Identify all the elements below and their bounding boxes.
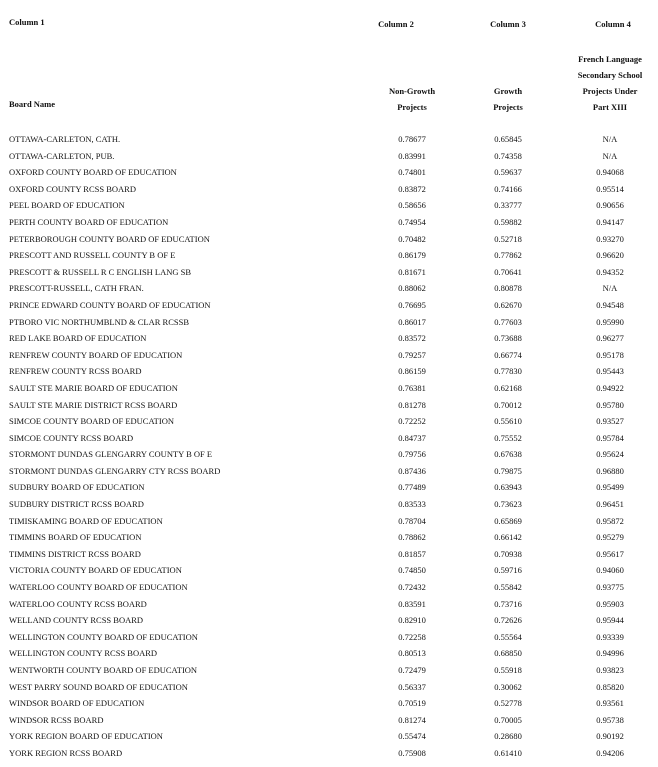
board-name-cell: PRESCOTT & RUSSELL R C ENGLISH LANG SB <box>9 266 192 277</box>
table-row <box>0 496 658 513</box>
growth-value-cell: 0.79875 <box>494 465 522 476</box>
table-row <box>0 264 658 281</box>
board-name-cell: PRESCOTT AND RUSSELL COUNTY B OF E <box>9 250 176 261</box>
board-name-cell: RENFREW COUNTY BOARD OF EDUCATION <box>9 349 183 360</box>
board-name-cell: SUDBURY DISTRICT RCSS BOARD <box>9 499 144 510</box>
non-growth-value-cell: 0.55474 <box>398 731 426 742</box>
board-name-cell: WELLINGTON COUNTY RCSS BOARD <box>9 648 158 659</box>
growth-value-cell: 0.77830 <box>494 366 522 377</box>
board-name-cell: VICTORIA COUNTY BOARD OF EDUCATION <box>9 565 182 576</box>
board-name-cell: WELLINGTON COUNTY BOARD OF EDUCATION <box>9 631 198 642</box>
french-language-value-cell: 0.95872 <box>596 515 624 526</box>
non-growth-value-cell: 0.74850 <box>398 565 426 576</box>
table-row <box>0 347 658 364</box>
non-growth-value-cell: 0.56337 <box>398 681 426 692</box>
non-growth-value-cell: 0.72479 <box>398 665 426 675</box>
growth-value-cell: 0.55564 <box>494 631 522 642</box>
growth-value-cell: 0.52778 <box>494 698 522 709</box>
growth-value-cell: 0.63943 <box>494 482 522 493</box>
french-language-value-cell: 0.93527 <box>596 416 624 427</box>
board-name-header: Board Name <box>9 99 56 109</box>
table-row <box>0 231 658 248</box>
board-name-cell: OTTAWA-CARLETON, PUB. <box>9 150 115 161</box>
table-row <box>0 446 658 463</box>
non-growth-value-cell: 0.81278 <box>398 399 426 410</box>
column-3-header: Column 3 <box>490 19 526 29</box>
table-row <box>0 579 658 596</box>
growth-value-cell: 0.68850 <box>494 648 522 659</box>
growth-value-cell: 0.65869 <box>494 515 522 526</box>
table-row <box>0 679 658 696</box>
french-language-value-cell: 0.93561 <box>596 698 624 709</box>
growth-value-cell: 0.75552 <box>494 432 522 443</box>
column-1-header: Column 1 <box>9 17 45 27</box>
table-row <box>0 629 658 646</box>
non-growth-value-cell: 0.78704 <box>398 515 426 526</box>
growth-value-cell: 0.62168 <box>494 382 522 393</box>
growth-value-cell: 0.66142 <box>494 532 522 543</box>
french-language-value-cell: 0.95499 <box>596 482 624 493</box>
non-growth-value-cell: 0.58656 <box>398 200 426 211</box>
table-row <box>0 297 658 314</box>
board-name-cell: PRESCOTT-RUSSELL, CATH FRAN. <box>9 283 144 294</box>
non-growth-value-cell: 0.83991 <box>398 150 426 161</box>
table-row <box>0 513 658 530</box>
table-row <box>0 728 658 745</box>
french-language-value-cell: 0.93823 <box>596 665 624 675</box>
board-name-cell: RENFREW COUNTY RCSS BOARD <box>9 366 142 377</box>
french-language-value-cell: 0.85820 <box>596 681 624 692</box>
non-growth-value-cell: 0.83872 <box>398 183 426 194</box>
french-language-value-cell: 0.95784 <box>596 432 624 443</box>
non-growth-value-cell: 0.76695 <box>398 299 426 310</box>
table-row <box>0 546 658 563</box>
non-growth-value-cell: 0.78677 <box>398 134 426 144</box>
non-growth-value-cell: 0.87436 <box>398 465 426 476</box>
french-language-value-cell: 0.96620 <box>596 250 624 261</box>
board-name-cell: SAULT STE MARIE BOARD OF EDUCATION <box>9 382 178 393</box>
table-row <box>0 181 658 198</box>
board-name-cell: WEST PARRY SOUND BOARD OF EDUCATION <box>9 681 188 692</box>
french-language-value-cell: 0.90192 <box>596 731 624 742</box>
non-growth-value-cell: 0.78862 <box>398 532 426 543</box>
non-growth-value-cell: 0.77489 <box>398 482 426 493</box>
table-row <box>0 314 658 331</box>
table-row <box>0 612 658 629</box>
growth-value-cell: 0.72626 <box>494 615 522 626</box>
french-language-value-cell: 0.94068 <box>596 167 624 178</box>
growth-value-cell: 0.74358 <box>494 150 522 161</box>
french-language-value-cell: 0.94060 <box>596 565 624 576</box>
non-growth-header <box>376 83 448 115</box>
table-row <box>0 413 658 430</box>
french-language-value-cell: 0.96880 <box>596 465 624 476</box>
french-language-value-cell: 0.95443 <box>596 366 624 377</box>
french-language-value-cell: 0.95617 <box>596 548 624 559</box>
table-row <box>0 280 658 297</box>
growth-value-cell: 0.61410 <box>494 747 522 758</box>
french-language-value-cell: 0.94147 <box>596 216 624 227</box>
growth-value-cell: 0.73623 <box>494 499 522 510</box>
table-row <box>0 562 658 579</box>
table-row <box>0 164 658 181</box>
growth-value-cell: 0.73716 <box>494 598 522 609</box>
non-growth-value-cell: 0.86179 <box>398 250 426 261</box>
board-name-cell: OXFORD COUNTY RCSS BOARD <box>9 183 136 194</box>
french-language-value-cell: 0.95780 <box>596 399 624 410</box>
non-growth-value-cell: 0.79257 <box>398 349 426 360</box>
table-row <box>0 479 658 496</box>
growth-header <box>472 83 544 115</box>
growth-value-cell: 0.77603 <box>494 316 522 327</box>
non-growth-value-cell: 0.81274 <box>398 714 426 725</box>
table-row <box>0 214 658 231</box>
growth-value-cell: 0.70938 <box>494 548 522 559</box>
non-growth-value-cell: 0.88062 <box>398 283 426 294</box>
non-growth-header-line: Non-Growth <box>388 86 436 96</box>
table-row <box>0 330 658 347</box>
board-name-cell: PRINCE EDWARD COUNTY BOARD OF EDUCATION <box>9 299 211 310</box>
non-growth-value-cell: 0.81671 <box>398 266 426 277</box>
table-row <box>0 380 658 397</box>
board-name-cell: OXFORD COUNTY BOARD OF EDUCATION <box>9 167 177 178</box>
growth-value-cell: 0.62670 <box>494 299 522 310</box>
french-language-header-line: Part XIII <box>592 102 628 112</box>
growth-value-cell: 0.70641 <box>494 266 522 277</box>
table-row <box>0 745 658 762</box>
non-growth-value-cell: 0.82910 <box>398 615 426 626</box>
growth-value-cell: 0.70012 <box>494 399 522 410</box>
growth-header-line: Growth <box>493 86 523 96</box>
french-language-value-cell: 0.95624 <box>596 449 624 460</box>
non-growth-value-cell: 0.72252 <box>398 416 426 427</box>
board-name-cell: WINDSOR BOARD OF EDUCATION <box>9 698 145 709</box>
growth-value-cell: 0.52718 <box>494 233 522 244</box>
non-growth-value-cell: 0.81857 <box>398 548 426 559</box>
board-name-cell: WATERLOO COUNTY BOARD OF EDUCATION <box>9 582 188 593</box>
board-name-cell: SIMCOE COUNTY RCSS BOARD <box>9 432 134 443</box>
french-language-value-cell: 0.93775 <box>596 582 624 593</box>
board-name-cell: PTBORO VIC NORTHUMBLND & CLAR RCSSB <box>9 316 189 327</box>
non-growth-header-line: Projects <box>397 102 427 112</box>
french-language-value-cell: 0.96277 <box>596 333 624 344</box>
french-language-value-cell: 0.95944 <box>596 615 624 626</box>
growth-value-cell: 0.65845 <box>494 134 522 144</box>
french-language-value-cell: 0.95178 <box>596 349 624 360</box>
french-language-value-cell: 0.95514 <box>596 183 624 194</box>
french-language-header-line: Secondary School <box>577 70 643 80</box>
non-growth-value-cell: 0.72258 <box>398 631 426 642</box>
board-name-cell: SAULT STE MARIE DISTRICT RCSS BOARD <box>9 399 178 410</box>
french-language-value-cell: 0.95738 <box>596 714 624 725</box>
non-growth-value-cell: 0.83533 <box>398 499 426 510</box>
non-growth-value-cell: 0.72432 <box>398 582 426 593</box>
board-name-cell: PEEL BOARD OF EDUCATION <box>9 200 125 211</box>
french-language-value-cell: N/A <box>602 134 618 144</box>
table-row <box>0 247 658 264</box>
french-language-value-cell: 0.93270 <box>596 233 624 244</box>
non-growth-value-cell: 0.70519 <box>398 698 426 709</box>
board-name-cell: OTTAWA-CARLETON, CATH. <box>9 134 121 144</box>
growth-value-cell: 0.33777 <box>494 200 522 211</box>
french-language-value-cell: 0.95903 <box>596 598 624 609</box>
table-row <box>0 131 658 148</box>
board-name-cell: YORK REGION RCSS BOARD <box>9 747 123 758</box>
non-growth-value-cell: 0.70482 <box>398 233 426 244</box>
french-language-value-cell: 0.93339 <box>596 631 624 642</box>
growth-value-cell: 0.66774 <box>494 349 522 360</box>
french-language-header-line: Projects Under <box>582 86 638 96</box>
growth-value-cell: 0.67638 <box>494 449 522 460</box>
board-name-cell: STORMONT DUNDAS GLENGARRY COUNTY B OF E <box>9 449 213 460</box>
table-row <box>0 695 658 712</box>
non-growth-value-cell: 0.83572 <box>398 333 426 344</box>
table-row <box>0 430 658 447</box>
table-row <box>0 712 658 729</box>
board-name-cell: PERTH COUNTY BOARD OF EDUCATION <box>9 216 169 227</box>
table-row <box>0 463 658 480</box>
growth-value-cell: 0.73688 <box>494 333 522 344</box>
board-name-cell: TIMISKAMING BOARD OF EDUCATION <box>9 515 163 526</box>
board-name-cell: TIMMINS BOARD OF EDUCATION <box>9 532 142 543</box>
non-growth-value-cell: 0.76381 <box>398 382 426 393</box>
growth-value-cell: 0.55918 <box>494 665 522 675</box>
non-growth-value-cell: 0.83591 <box>398 598 426 609</box>
growth-value-cell: 0.30062 <box>494 681 522 692</box>
board-name-cell: SIMCOE COUNTY BOARD OF EDUCATION <box>9 416 174 427</box>
french-language-value-cell: 0.94922 <box>596 382 624 393</box>
column-4-header: Column 4 <box>595 19 631 29</box>
non-growth-value-cell: 0.75908 <box>398 747 426 758</box>
growth-value-cell: 0.59637 <box>494 167 522 178</box>
french-language-value-cell: 0.94996 <box>596 648 624 659</box>
board-name-cell: YORK REGION BOARD OF EDUCATION <box>9 731 163 742</box>
table-row <box>0 596 658 613</box>
growth-value-cell: 0.74166 <box>494 183 522 194</box>
non-growth-value-cell: 0.86017 <box>398 316 426 327</box>
growth-value-cell: 0.70005 <box>494 714 522 725</box>
non-growth-value-cell: 0.84737 <box>398 432 426 443</box>
growth-value-cell: 0.59882 <box>494 216 522 227</box>
french-language-header-line: French Language <box>578 54 642 64</box>
board-name-cell: TIMMINS DISTRICT RCSS BOARD <box>9 548 141 559</box>
board-name-cell: WENTWORTH COUNTY BOARD OF EDUCATION <box>9 665 198 675</box>
table-row <box>0 397 658 414</box>
non-growth-value-cell: 0.79756 <box>398 449 426 460</box>
board-name-cell: SUDBURY BOARD OF EDUCATION <box>9 482 145 493</box>
board-name-cell: WATERLOO COUNTY RCSS BOARD <box>9 598 147 609</box>
french-language-value-cell: N/A <box>602 283 618 294</box>
growth-header-line: Projects <box>493 102 523 112</box>
french-language-value-cell: N/A <box>602 150 618 161</box>
growth-value-cell: 0.59716 <box>494 565 522 576</box>
table-row <box>0 645 658 662</box>
table-row <box>0 662 658 679</box>
board-name-cell: RED LAKE BOARD OF EDUCATION <box>9 333 147 344</box>
table-row <box>0 529 658 546</box>
table-row <box>0 148 658 165</box>
french-language-value-cell: 0.94352 <box>596 266 624 277</box>
french-language-value-cell: 0.95990 <box>596 316 624 327</box>
board-name-cell: WINDSOR RCSS BOARD <box>9 714 104 725</box>
growth-value-cell: 0.55610 <box>494 416 522 427</box>
board-name-cell: WELLAND COUNTY RCSS BOARD <box>9 615 144 626</box>
french-language-value-cell: 0.96451 <box>596 499 624 510</box>
table-row <box>0 197 658 214</box>
board-table-body <box>0 131 658 762</box>
board-name-cell: STORMONT DUNDAS GLENGARRY CTY RCSS BOARD <box>9 465 221 476</box>
non-growth-value-cell: 0.86159 <box>398 366 426 377</box>
french-language-value-cell: 0.90656 <box>596 200 624 211</box>
non-growth-value-cell: 0.74801 <box>398 167 426 178</box>
board-name-cell: PETERBOROUGH COUNTY BOARD OF EDUCATION <box>9 233 210 244</box>
non-growth-value-cell: 0.74954 <box>398 216 426 227</box>
growth-value-cell: 0.28680 <box>494 731 522 742</box>
french-language-value-cell: 0.94548 <box>596 299 624 310</box>
french-language-value-cell: 0.94206 <box>596 747 624 758</box>
french-language-header <box>568 51 652 115</box>
growth-value-cell: 0.80878 <box>494 283 522 294</box>
growth-value-cell: 0.77862 <box>494 250 522 261</box>
table-row <box>0 363 658 380</box>
non-growth-value-cell: 0.80513 <box>398 648 426 659</box>
growth-value-cell: 0.55842 <box>494 582 522 593</box>
french-language-value-cell: 0.95279 <box>596 532 624 543</box>
column-2-header: Column 2 <box>378 19 414 29</box>
